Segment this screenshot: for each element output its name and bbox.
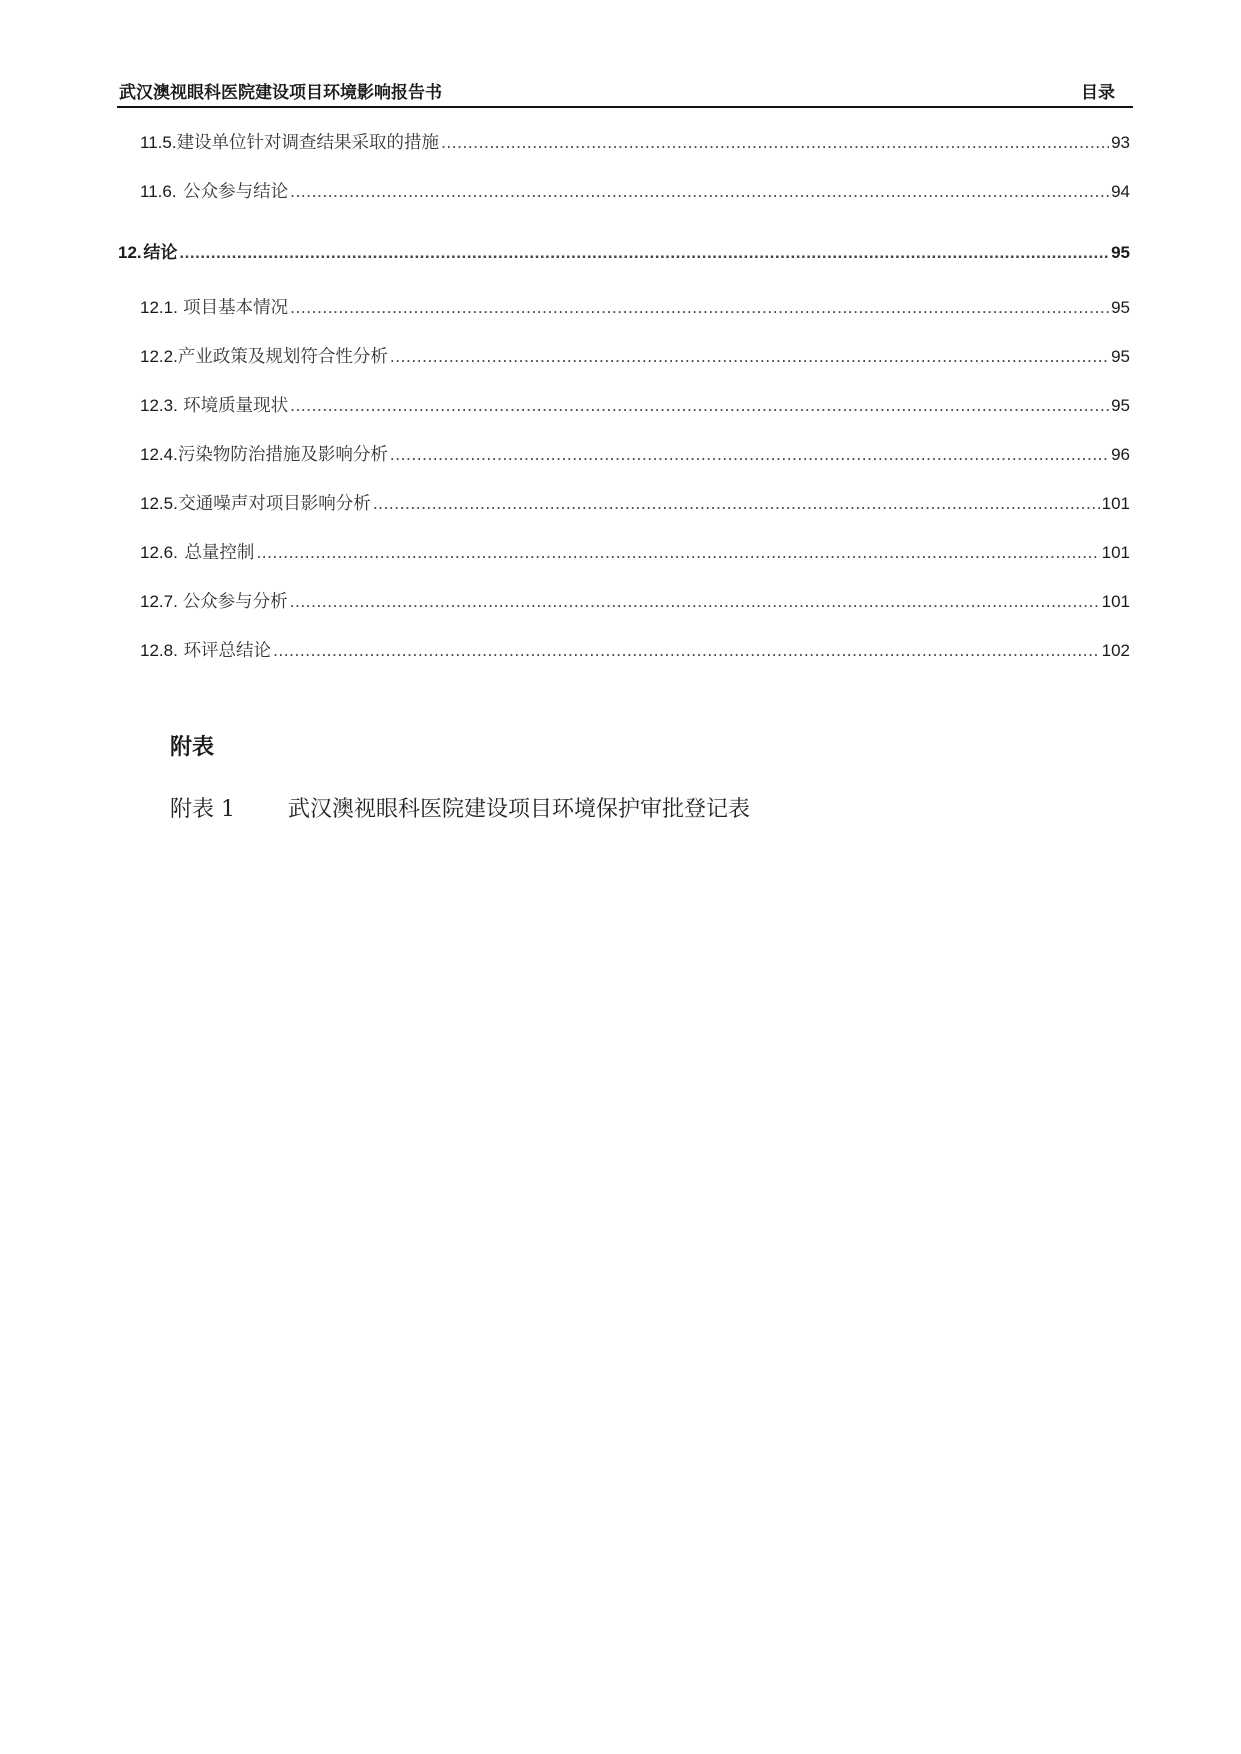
toc-entry-label: 环评总结论	[183, 641, 272, 661]
toc-chapter-entry[interactable]	[118, 238, 1130, 263]
toc-entry[interactable]	[140, 539, 1130, 564]
toc-entry[interactable]	[140, 490, 1130, 515]
toc-entry[interactable]	[140, 637, 1130, 662]
toc-entry-number: 11.6.	[140, 182, 177, 201]
toc-dot-leader	[373, 493, 1100, 514]
toc-entry-label: 产业政策及规划符合性分析	[177, 347, 388, 367]
toc-entry-page: 95	[1111, 298, 1130, 317]
toc-entry-page: 93	[1111, 133, 1130, 152]
toc-entry-number: 12.5.	[140, 494, 178, 513]
toc-entry-page: 94	[1111, 182, 1130, 201]
toc-entry-label: 总量控制	[184, 543, 255, 563]
toc-entry[interactable]	[140, 441, 1130, 466]
toc-dot-leader	[290, 591, 1100, 612]
section-name: 目录	[1081, 83, 1115, 103]
appendix-item-title: 武汉澳视眼科医院建设项目环境保护审批登记表	[288, 797, 751, 822]
toc-entry-page: 96	[1111, 445, 1130, 464]
toc-entry[interactable]	[140, 129, 1130, 154]
toc-entry-number: 12.2.	[140, 347, 178, 366]
toc-entry-page: 101	[1101, 494, 1130, 513]
toc-entry-label: 公众参与结论	[183, 182, 289, 202]
document-title: 武汉澳视眼科医院建设项目环境影响报告书	[119, 83, 442, 103]
appendix-item-code: 附表 1	[170, 797, 235, 822]
toc-entry[interactable]	[140, 392, 1130, 417]
toc-entry-label: 交通噪声对项目影响分析	[178, 494, 371, 514]
appendix-item[interactable]	[170, 792, 750, 823]
toc-dot-leader	[179, 243, 1109, 263]
toc-entry-number: 12.6.	[140, 543, 178, 562]
toc-dot-leader	[390, 346, 1109, 367]
toc-entry-label: 结论	[143, 243, 178, 263]
toc-entry-page: 102	[1101, 641, 1130, 660]
toc-dot-leader	[290, 395, 1109, 416]
toc-dot-leader	[290, 297, 1109, 318]
toc-entry-label: 污染物防治措施及影响分析	[177, 445, 388, 465]
toc-entry-page: 95	[1111, 396, 1130, 415]
toc-entry-number: 12.4.	[140, 445, 178, 464]
toc-entry-label: 项目基本情况	[183, 298, 289, 318]
toc-entry[interactable]	[140, 343, 1130, 368]
appendix-heading: 附表	[170, 735, 215, 760]
toc-entry-page: 101	[1101, 592, 1130, 611]
toc-entry-label: 公众参与分析	[182, 592, 288, 612]
toc-entry-label: 建设单位针对调查结果采取的措施	[176, 133, 440, 153]
toc-entry-number: 12.3.	[140, 396, 178, 415]
toc-entry[interactable]	[140, 178, 1130, 203]
toc-entry-number: 12.7.	[140, 592, 178, 611]
toc-entry-number: 12.8.	[140, 641, 178, 660]
toc-dot-leader	[273, 640, 1100, 661]
toc-entry[interactable]	[140, 588, 1130, 613]
toc-entry-number: 12.	[118, 243, 142, 262]
toc-entry-page: 101	[1101, 543, 1130, 562]
toc-entry[interactable]	[140, 294, 1130, 319]
toc-entry-page: 95	[1111, 347, 1130, 366]
toc-entry-label: 环境质量现状	[183, 396, 289, 416]
toc-dot-leader	[441, 132, 1109, 153]
toc-entry-number: 12.1.	[140, 298, 178, 317]
toc-dot-leader	[256, 542, 1099, 563]
page-header	[117, 74, 1133, 108]
toc-dot-leader	[290, 181, 1109, 202]
toc-entry-page: 95	[1111, 243, 1130, 262]
toc-entry-number: 11.5.	[140, 133, 177, 152]
toc-dot-leader	[390, 444, 1109, 465]
